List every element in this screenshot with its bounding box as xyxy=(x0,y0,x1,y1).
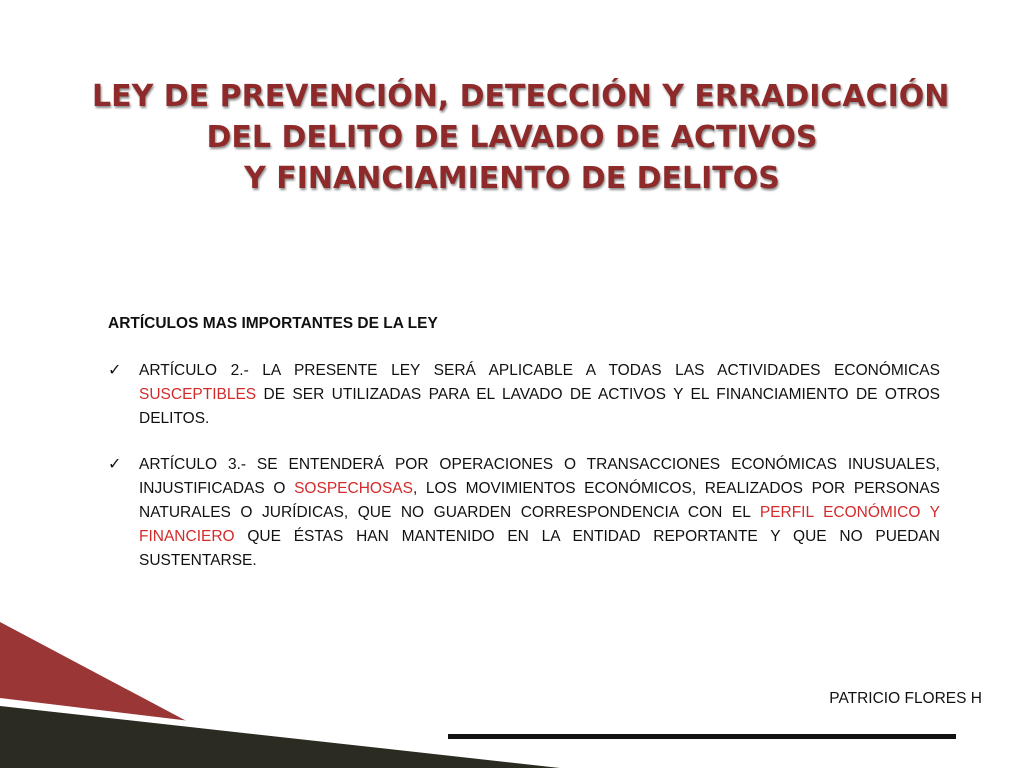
title-line-1: LEY DE PREVENCIÓN, DETECCIÓN Y ERRADICACIÓN xyxy=(92,79,950,114)
footer-line xyxy=(448,734,956,739)
checkmark-icon: ✓ xyxy=(108,362,122,379)
highlighted-term: SOSPECHOSAS xyxy=(294,480,413,497)
slide-content xyxy=(108,313,940,595)
author-name: PATRICIO FLORES H xyxy=(829,690,982,707)
article-text-part: DE SER UTILIZADAS PARA EL LAVADO DE ACTIVOS Y EL FINANCIAMIENTO DE OTROS DELITOS. xyxy=(139,386,940,427)
highlighted-term: SUSCEPTIBLES xyxy=(139,386,257,403)
article-text-part: ARTÍCULO 2.- LA PRESENTE LEY SERÁ APLICABLE A TODAS LAS ACTIVIDADES ECONÓMICAS xyxy=(139,362,940,379)
article-text xyxy=(139,453,940,573)
article-item xyxy=(108,359,940,431)
title-line-3: Y FINANCIAMIENTO DE DELITOS xyxy=(244,161,780,196)
article-item xyxy=(108,453,940,573)
slide-title xyxy=(92,76,950,199)
article-text-part: QUE ÉSTAS HAN MANTENIDO EN LA ENTIDAD REPORTANTE Y QUE NO PUEDAN SUSTENTARSE. xyxy=(139,528,940,569)
checkmark-icon: ✓ xyxy=(108,456,122,473)
corner-decoration xyxy=(0,600,580,768)
article-text-part: , LOS MOVIMIENTOS ECONÓMICOS, REALIZADOS POR PERSONAS NATURALES O JURÍDICAS, QUE NO GUARDEN CORRESPONDENCIA CON EL xyxy=(139,480,940,521)
highlighted-term: PERFIL ECONÓMICO Y FINANCIERO xyxy=(139,504,940,545)
article-text xyxy=(139,359,940,431)
title-line-2: DEL DELITO DE LAVADO DE ACTIVOS xyxy=(206,120,818,155)
section-heading: ARTÍCULOS MAS IMPORTANTES DE LA LEY xyxy=(108,315,438,332)
article-text-part: ARTÍCULO 3.- SE ENTENDERÁ POR OPERACIONES O TRANSACCIONES ECONÓMICAS INUSUALES, INJUSTIFICADAS O xyxy=(139,456,940,497)
article-list xyxy=(108,359,940,573)
